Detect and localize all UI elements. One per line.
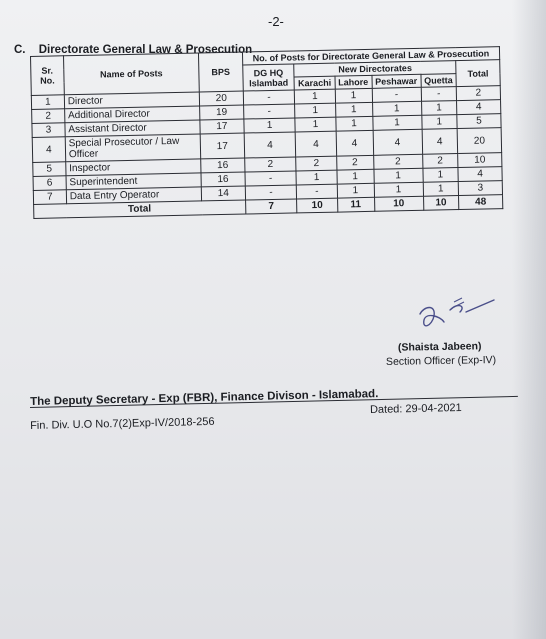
reference-number: Fin. Div. U.O No.7(2)Exp-IV/2018-256 <box>30 415 215 432</box>
posts-table <box>30 46 503 219</box>
cell-bps: 16 <box>201 172 245 187</box>
cell-lahore: 1 <box>336 169 373 184</box>
cell-dg-hq: - <box>243 104 295 119</box>
page-edge-shadow <box>512 0 546 639</box>
cell-sr: 1 <box>31 95 64 110</box>
cell-bps: 19 <box>200 105 244 120</box>
signatory-title: Section Officer (Exp-IV) <box>385 354 497 368</box>
header-dg-hq: DG HQ Islambad <box>242 64 294 91</box>
cell-bps: 14 <box>201 186 245 201</box>
section-title: Directorate General Law & Prosecution <box>38 44 253 56</box>
header-lahore: Lahore <box>335 75 372 89</box>
cell-post-name: Assistant Director <box>65 120 201 137</box>
document-date: Dated: 29-04-2021 <box>369 401 462 417</box>
total-peshawar: 10 <box>374 196 423 211</box>
cell-lahore: 1 <box>337 183 374 198</box>
cell-sr: 4 <box>32 137 65 163</box>
cell-total: 20 <box>457 128 501 154</box>
header-name-of-posts: Name of Posts <box>63 53 199 95</box>
cell-post-name: Data Entry Operator <box>66 187 202 204</box>
header-total: Total <box>456 60 500 87</box>
cell-total: 5 <box>457 114 501 129</box>
cell-total: 10 <box>458 153 502 168</box>
cell-quetta: 1 <box>421 101 457 116</box>
cell-dg-hq: - <box>245 171 297 186</box>
cell-peshawar: - <box>372 87 421 102</box>
cell-bps: 16 <box>201 158 245 173</box>
header-quetta: Quetta <box>421 74 457 88</box>
cell-quetta: - <box>421 87 457 102</box>
cell-quetta: 1 <box>423 182 459 197</box>
cell-karachi: 4 <box>296 131 337 157</box>
header-peshawar: Peshawar <box>372 74 421 88</box>
cell-quetta: 1 <box>423 168 459 183</box>
cell-bps: 17 <box>200 133 244 159</box>
cell-quetta: 4 <box>422 129 458 155</box>
cell-karachi: - <box>297 184 337 199</box>
cell-bps: 20 <box>199 91 243 106</box>
cell-post-name: Inspector <box>66 159 202 176</box>
cell-karachi: 2 <box>296 156 336 171</box>
cell-peshawar: 1 <box>372 101 421 116</box>
cell-lahore: 1 <box>335 116 372 131</box>
total-karachi: 10 <box>297 198 337 213</box>
cell-peshawar: 2 <box>373 154 422 169</box>
cell-quetta: 2 <box>422 154 458 169</box>
cell-quetta: 1 <box>421 115 457 130</box>
cell-total: 3 <box>458 181 502 196</box>
addressee: The Deputy Secretary - Exp (FBR), Finance Divison - Islamabad. <box>30 388 379 408</box>
cell-dg-hq: - <box>245 185 297 200</box>
signatory-name: (Shaista Jabeen) <box>397 340 482 354</box>
cell-dg-hq: 2 <box>244 157 296 172</box>
page-number: -2- <box>268 14 284 29</box>
cell-sr: 5 <box>33 162 66 177</box>
cell-lahore: 2 <box>336 155 373 170</box>
cell-sr: 2 <box>32 109 65 124</box>
cell-dg-hq: - <box>243 90 295 105</box>
cell-sr: 3 <box>32 123 65 138</box>
cell-lahore: 4 <box>336 130 374 156</box>
cell-sr: 6 <box>33 176 66 191</box>
cell-peshawar: 1 <box>373 168 422 183</box>
total-label: Total <box>34 200 246 218</box>
cell-total: 4 <box>457 100 501 115</box>
cell-karachi: 1 <box>295 117 335 132</box>
header-karachi: Karachi <box>294 76 334 90</box>
cell-post-name: Superintendent <box>66 173 202 190</box>
cell-post-name: Additional Director <box>64 106 200 123</box>
total-lahore: 11 <box>337 197 374 212</box>
cell-karachi: 1 <box>295 89 335 104</box>
cell-total: 2 <box>456 86 500 101</box>
cell-sr: 7 <box>33 190 66 205</box>
cell-karachi: 1 <box>296 170 336 185</box>
header-sr-no: Sr. No. <box>31 56 65 96</box>
cell-post-name: Special Prosecutor / Law Officer <box>65 134 201 162</box>
handwritten-signature <box>410 296 500 336</box>
cell-peshawar: 1 <box>374 182 423 197</box>
cell-peshawar: 1 <box>372 115 421 130</box>
cell-karachi: 1 <box>295 103 335 118</box>
total-dg-hq: 7 <box>245 199 297 214</box>
total-quetta: 10 <box>423 196 459 211</box>
cell-post-name: Director <box>64 92 200 109</box>
header-new-directorates: New Directorates <box>294 61 456 77</box>
cell-peshawar: 4 <box>373 129 423 155</box>
cell-lahore: 1 <box>335 88 372 103</box>
header-bps: BPS <box>199 52 243 92</box>
cell-bps: 17 <box>200 119 244 134</box>
cell-lahore: 1 <box>335 102 372 117</box>
cell-dg-hq: 1 <box>243 118 295 133</box>
section-letter: C. <box>14 44 26 56</box>
header-group: No. of Posts for Directorate General Law & Prosecution <box>242 47 500 65</box>
total-grand: 48 <box>459 195 503 210</box>
cell-total: 4 <box>458 167 502 182</box>
cell-dg-hq: 4 <box>244 132 296 158</box>
